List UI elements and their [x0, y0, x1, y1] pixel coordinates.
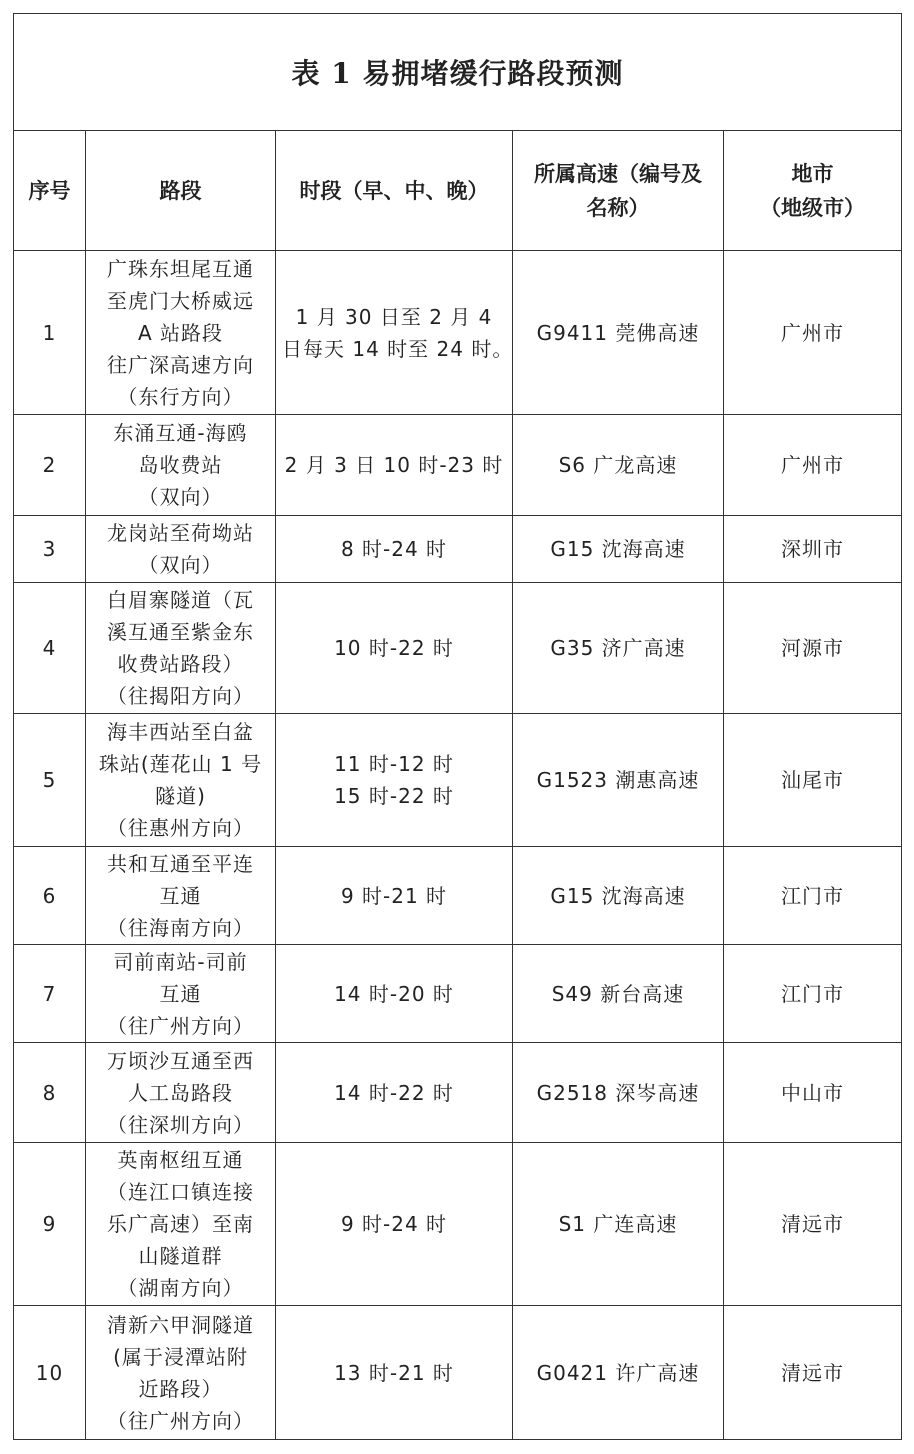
row-segment-cell: [86, 251, 276, 415]
row-segment-cell: [86, 1306, 276, 1440]
segment-line: 互通: [159, 981, 202, 1006]
table-row: [14, 1306, 902, 1440]
row-city-cell: 江门市: [724, 847, 902, 945]
segment-line: 隧道): [155, 784, 206, 808]
segment-line: 乐广高速）至南: [107, 1212, 254, 1236]
row-city-cell: 广州市: [724, 415, 902, 516]
row-highway-cell: S1 广连高速: [513, 1143, 724, 1306]
row-index-cell: 8: [14, 1043, 86, 1143]
segment-line: 广珠东坦尾互通: [107, 256, 254, 281]
segment-line: （东行方向）: [117, 384, 244, 409]
row-city-cell: 河源市: [724, 583, 902, 714]
header-segment: 路段: [86, 131, 276, 251]
row-segment-cell: [86, 583, 276, 714]
segment-line: 近路段）: [138, 1376, 223, 1401]
table-row: [14, 945, 902, 1043]
header-index: 序号: [14, 131, 86, 251]
header-city-line: 地市: [791, 160, 834, 186]
row-highway-cell: G2518 深岑高速: [513, 1043, 724, 1143]
row-index-cell: 4: [14, 583, 86, 714]
row-city-cell: 广州市: [724, 251, 902, 415]
table-row: [14, 847, 902, 945]
segment-line: 司前南站-司前: [113, 949, 248, 974]
segment-line: 东涌互通-海鸥: [113, 421, 248, 445]
time-line: 14 时-22 时: [334, 1080, 454, 1105]
row-time-cell: [276, 583, 513, 714]
segment-line: 海丰西站至白盆: [107, 720, 254, 744]
time-line: 日每天 14 时至 24 时。: [282, 336, 514, 361]
row-highway-cell: G35 济广高速: [513, 583, 724, 714]
row-segment-cell: [86, 714, 276, 847]
header-highway-line: 所属高速（编号及: [534, 160, 702, 186]
segment-line: 珠站(莲花山 1 号: [98, 752, 263, 776]
row-highway-cell: G9411 莞佛高速: [513, 251, 724, 415]
row-highway-cell: G15 沈海高速: [513, 516, 724, 583]
title-row: [14, 14, 902, 131]
row-time-cell: [276, 415, 513, 516]
row-segment-cell: [86, 1043, 276, 1143]
segment-line: 万顷沙互通至西: [107, 1048, 254, 1073]
segment-line: 岛收费站: [138, 453, 223, 477]
row-index-cell: 10: [14, 1306, 86, 1440]
row-city-cell: 汕尾市: [724, 714, 902, 847]
segment-line: 清新六甲洞隧道: [107, 1312, 254, 1337]
row-time-cell: [276, 1143, 513, 1306]
time-line: 1 月 30 日至 2 月 4: [295, 304, 493, 329]
row-segment-cell: [86, 945, 276, 1043]
row-highway-cell: S49 新台高速: [513, 945, 724, 1043]
segment-line: 溪互通至紫金东: [107, 620, 254, 644]
segment-line: （双向）: [138, 485, 223, 509]
segment-line: 往广深高速方向: [107, 352, 254, 377]
row-time-cell: [276, 1043, 513, 1143]
segment-line: （往深圳方向）: [107, 1112, 254, 1137]
segment-line: A 站路段: [137, 320, 224, 345]
row-segment-cell: [86, 415, 276, 516]
congestion-forecast-table: [13, 13, 902, 1440]
segment-line: 互通: [159, 883, 202, 908]
row-highway-cell: G1523 潮惠高速: [513, 714, 724, 847]
segment-line: （往揭阳方向）: [107, 684, 254, 708]
row-highway-cell: S6 广龙高速: [513, 415, 724, 516]
time-line: 9 时-24 时: [340, 1212, 448, 1236]
segment-line: （双向）: [138, 553, 223, 577]
header-city-line: （地级市）: [760, 194, 866, 220]
row-index-cell: 1: [14, 251, 86, 415]
row-time-cell: [276, 714, 513, 847]
segment-line: 山隧道群: [138, 1244, 223, 1268]
table-row: [14, 516, 902, 583]
row-city-cell: 深圳市: [724, 516, 902, 583]
table-row: [14, 583, 902, 714]
row-index-cell: 7: [14, 945, 86, 1043]
header-highway-line: 名称）: [586, 194, 650, 220]
segment-line: (属于浸潭站附: [113, 1344, 248, 1369]
table-row: [14, 1043, 902, 1143]
row-highway-cell: G15 沈海高速: [513, 847, 724, 945]
time-line: 8 时-24 时: [340, 537, 448, 561]
segment-line: 人工岛路段: [128, 1080, 233, 1105]
header-row: [14, 131, 902, 251]
row-city-cell: 江门市: [724, 945, 902, 1043]
row-time-cell: [276, 516, 513, 583]
time-line: 10 时-22 时: [334, 636, 454, 660]
row-index-cell: 2: [14, 415, 86, 516]
row-segment-cell: [86, 516, 276, 583]
row-highway-cell: G0421 许广高速: [513, 1306, 724, 1440]
row-index-cell: 6: [14, 847, 86, 945]
row-city-cell: 清远市: [724, 1143, 902, 1306]
time-line: 15 时-22 时: [334, 784, 454, 808]
row-index-cell: 3: [14, 516, 86, 583]
segment-line: 白眉寨隧道（瓦: [107, 588, 254, 612]
row-index-cell: 5: [14, 714, 86, 847]
row-segment-cell: [86, 1143, 276, 1306]
table-row: [14, 1143, 902, 1306]
time-line: 2 月 3 日 10 时-23 时: [284, 453, 504, 477]
row-time-cell: [276, 251, 513, 415]
time-line: 13 时-21 时: [334, 1360, 454, 1385]
segment-line: 收费站路段）: [117, 652, 244, 676]
segment-line: （往海南方向）: [107, 915, 254, 940]
segment-line: （湖南方向）: [117, 1276, 244, 1300]
time-line: 11 时-12 时: [334, 752, 454, 776]
table-row: [14, 415, 902, 516]
table-row: [14, 714, 902, 847]
row-time-cell: [276, 1306, 513, 1440]
table-row: [14, 251, 902, 415]
row-index-cell: 9: [14, 1143, 86, 1306]
row-time-cell: [276, 945, 513, 1043]
segment-line: （连江口镇连接: [107, 1180, 254, 1204]
segment-line: 龙岗站至荷坳站: [107, 521, 254, 545]
row-segment-cell: [86, 847, 276, 945]
segment-line: （往广州方向）: [107, 1013, 254, 1038]
congestion-forecast-sheet: [13, 13, 901, 1443]
segment-line: 至虎门大桥威远: [107, 288, 254, 313]
time-line: 14 时-20 时: [334, 981, 454, 1006]
time-line: 9 时-21 时: [340, 883, 448, 908]
row-city-cell: 中山市: [724, 1043, 902, 1143]
header-highway: [513, 131, 724, 251]
segment-line: （往广州方向）: [107, 1408, 254, 1433]
header-time: 时段（早、中、晚）: [276, 131, 513, 251]
table-title: 表 1 易拥堵缓行路段预测: [14, 14, 902, 131]
segment-line: 共和互通至平连: [107, 851, 254, 876]
row-time-cell: [276, 847, 513, 945]
row-city-cell: 清远市: [724, 1306, 902, 1440]
segment-line: 英南枢纽互通: [117, 1148, 244, 1172]
segment-line: （往惠州方向）: [107, 816, 254, 840]
header-city: [724, 131, 902, 251]
